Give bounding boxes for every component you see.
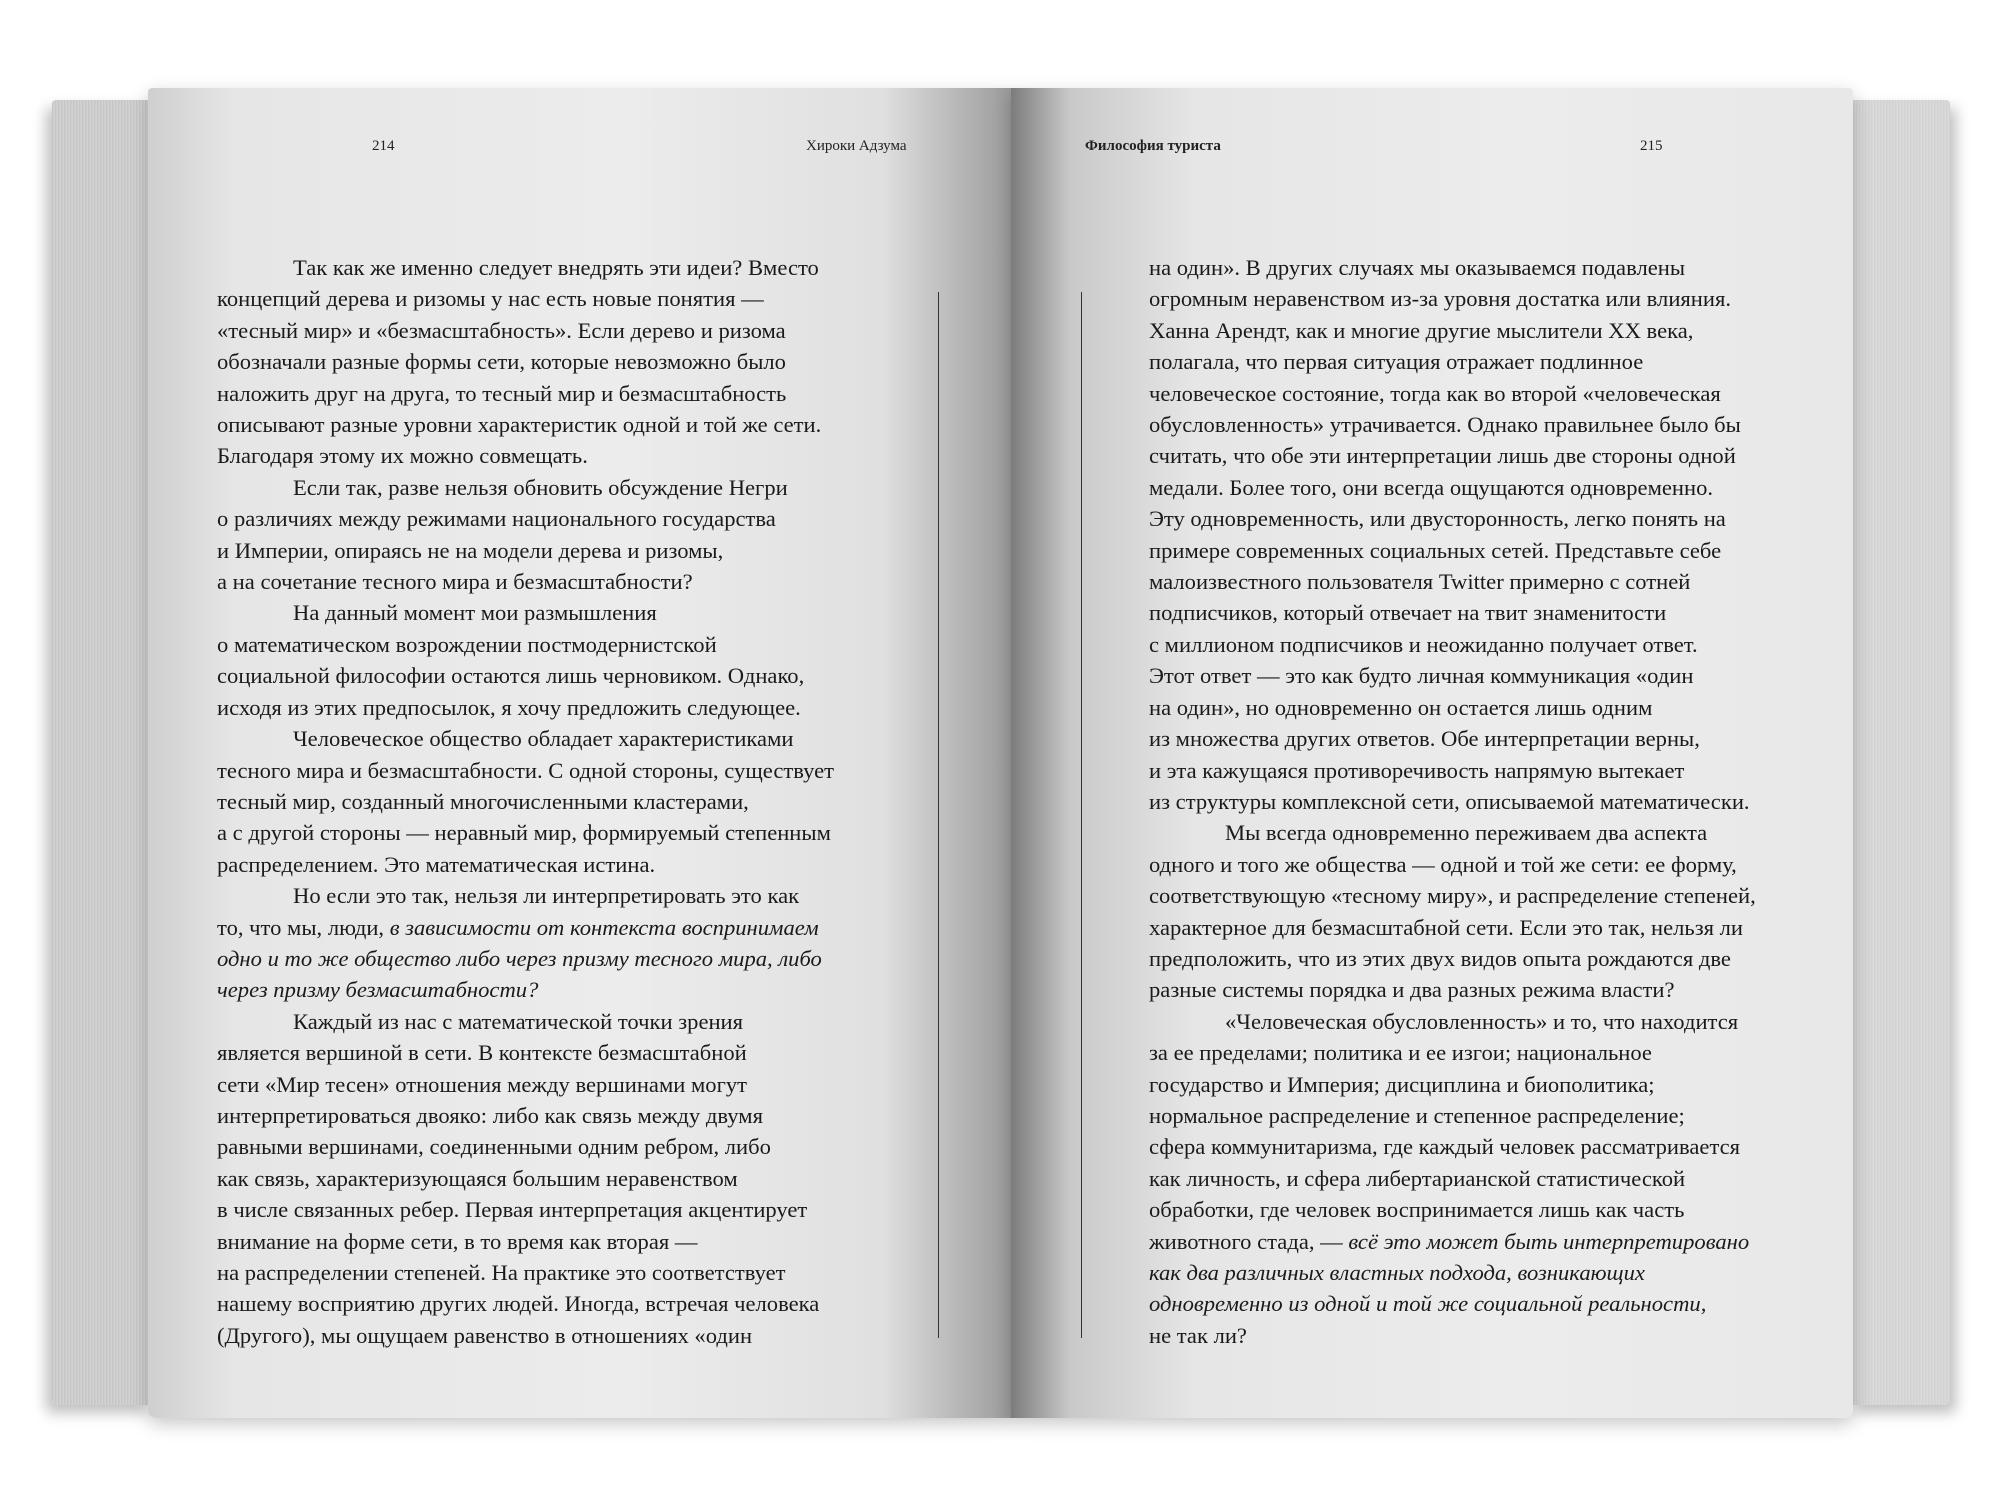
text-line xyxy=(1149,755,1756,786)
line-text: а с другой стороны — неравный мир, формируемый степенным xyxy=(217,820,831,846)
line-text: «тесный мир» и «безмасштабность». Если дерево и ризома xyxy=(217,317,786,343)
line-text: а на сочетание тесного мира и безмасштабности? xyxy=(217,569,693,595)
text-line xyxy=(1149,1320,1756,1351)
line-text: характерное для безмасштабной сети. Если это так, нельзя ли xyxy=(1149,914,1744,940)
right-page xyxy=(1011,88,1853,1418)
left-running-head: Хироки Адзума xyxy=(806,138,907,154)
line-text: за ее пределами; политика и ее изгои; национальное xyxy=(1149,1040,1652,1066)
line-text: концепций дерева и ризомы у нас есть новые понятия — xyxy=(217,286,764,312)
text-line xyxy=(1149,1194,1756,1225)
line-text: социальной философии остаются лишь черновиком. Однако, xyxy=(217,663,805,689)
line-text: (Другого), мы ощущаем равенство в отношениях «один xyxy=(217,1322,753,1348)
left-margin-rule xyxy=(938,292,939,1338)
text-line xyxy=(217,1257,834,1288)
line-text: Каждый из нас с математической точки зрения xyxy=(293,1008,744,1034)
page-stack-right xyxy=(1850,100,1950,1405)
text-line xyxy=(217,1131,834,1162)
text-line xyxy=(217,409,834,440)
line-text: примере современных социальных сетей. Представьте себе xyxy=(1149,537,1722,563)
line-text: Эту одновременность, или двусторонность, легко понять на xyxy=(1149,506,1726,532)
line-text: предположить, что из этих двух видов опыта рождаются две xyxy=(1149,945,1731,971)
text-line xyxy=(1149,1100,1756,1131)
text-line xyxy=(1149,472,1756,503)
text-line xyxy=(217,629,834,660)
text-line xyxy=(1149,1069,1756,1100)
text-line xyxy=(217,880,834,911)
text-line xyxy=(1149,566,1756,597)
text-line xyxy=(217,597,834,628)
line-text: описывают разные уровни характеристик одной и той же сети. xyxy=(217,412,822,438)
text-line xyxy=(1149,912,1756,943)
line-text: Этот ответ — это как будто личная коммуникация «один xyxy=(1149,663,1694,689)
text-line xyxy=(1149,629,1756,660)
line-text: то, что мы, люди, xyxy=(217,914,390,940)
line-text: в числе связанных ребер. Первая интерпретация акцентирует xyxy=(217,1197,808,1223)
line-text: не так ли? xyxy=(1149,1322,1247,1348)
text-line xyxy=(217,503,834,534)
text-line xyxy=(217,472,834,503)
right-running-head: Философия туриста xyxy=(1085,138,1221,154)
italic-text: в зависимости от контекста воспринимаем xyxy=(389,914,819,940)
text-line xyxy=(1149,723,1756,754)
line-text: обработки, где человек воспринимается лишь как часть xyxy=(1149,1197,1685,1223)
line-text: Ханна Арендт, как и многие другие мыслители XX века, xyxy=(1149,317,1694,343)
line-text: как личность, и сфера либертарианской статистической xyxy=(1149,1165,1686,1191)
line-text: Если так, разве нельзя обновить обсуждение Негри xyxy=(293,474,788,500)
text-line xyxy=(217,692,834,723)
line-text: огромным неравенством из-за уровня достатка или влияния. xyxy=(1149,286,1732,312)
line-text: тесный мир, созданный многочисленными кластерами, xyxy=(217,788,749,814)
line-text: из структуры комплексной сети, описываемой математически. xyxy=(1149,788,1750,814)
text-line xyxy=(217,346,834,377)
line-text: и Империи, опираясь не на модели дерева и ризомы, xyxy=(217,537,724,563)
text-line xyxy=(217,378,834,409)
text-line xyxy=(217,440,834,471)
left-page-body xyxy=(217,252,834,1351)
line-text: «Человеческая обусловленность» и то, что находится xyxy=(1225,1008,1739,1034)
line-text: на распределении степеней. На практике это соответствует xyxy=(217,1260,786,1285)
line-text: нормальное распределение и степенное распределение; xyxy=(1149,1102,1685,1128)
line-text: на один». В других случаях мы оказываемся подавлены xyxy=(1149,255,1686,280)
line-text: распределением. Это математическая истина. xyxy=(217,851,656,877)
line-text: сети «Мир тесен» отношения между вершинами могут xyxy=(217,1071,748,1097)
text-line xyxy=(217,1226,834,1257)
text-line xyxy=(1149,346,1756,377)
line-text: государство и Империя; дисциплина и биополитика; xyxy=(1149,1071,1655,1097)
italic-text: как два различных властных подхода, возникающих xyxy=(1149,1260,1645,1285)
text-line xyxy=(1149,503,1756,534)
line-text: считать, что обе эти интерпретации лишь две стороны одной xyxy=(1149,443,1736,469)
text-line xyxy=(217,1006,834,1037)
text-line xyxy=(217,535,834,566)
text-line xyxy=(1149,597,1756,628)
text-line xyxy=(217,755,834,786)
line-text: о математическом возрождении постмодернистской xyxy=(217,631,717,657)
text-line xyxy=(1149,378,1756,409)
italic-text: одно и то же общество либо через призму тесного мира, либо xyxy=(217,945,822,971)
text-line xyxy=(1149,974,1756,1005)
text-line xyxy=(217,1320,834,1351)
text-line xyxy=(217,1163,834,1194)
line-text: подписчиков, который отвечает на твит знаменитости xyxy=(1149,600,1667,626)
text-line xyxy=(1149,692,1756,723)
line-text: равными вершинами, соединенными одним ребром, либо xyxy=(217,1134,771,1160)
text-line xyxy=(1149,409,1756,440)
text-line xyxy=(217,1100,834,1131)
line-text: с миллионом подписчиков и неожиданно получает ответ. xyxy=(1149,631,1698,657)
right-margin-rule xyxy=(1081,292,1082,1338)
text-line xyxy=(1149,880,1756,911)
text-line xyxy=(217,974,834,1005)
text-line xyxy=(217,1037,834,1068)
line-text: о различиях между режимами национального государства xyxy=(217,506,776,532)
line-text: соответствующую «тесному миру», и распределение степеней, xyxy=(1149,883,1756,909)
text-line xyxy=(1149,660,1756,691)
line-text: на один», но одновременно он остается лишь одним xyxy=(1149,694,1653,720)
line-text: тесного мира и безмасштабности. С одной стороны, существует xyxy=(217,757,835,783)
line-text: и эта кажущаяся противоречивость напрямую вытекает xyxy=(1149,757,1685,783)
right-page-body xyxy=(1149,252,1756,1351)
text-line xyxy=(217,1288,834,1319)
line-text: Но если это так, нельзя ли интерпретировать это как xyxy=(293,883,800,909)
line-text: Так как же именно следует внедрять эти идеи? Вместо xyxy=(293,255,819,280)
line-text: человеческое состояние, тогда как во второй «человеческая xyxy=(1149,380,1721,406)
text-line xyxy=(217,817,834,848)
text-line xyxy=(1149,786,1756,817)
line-text: из множества других ответов. Обе интерпретации верны, xyxy=(1149,726,1700,752)
text-line xyxy=(1149,315,1756,346)
text-line xyxy=(1149,849,1756,880)
line-text: Человеческое общество обладает характеристиками xyxy=(293,726,794,752)
left-page-number: 214 xyxy=(372,138,395,154)
line-text: как связь, характеризующаяся большим неравенством xyxy=(217,1165,738,1191)
text-line xyxy=(1149,817,1756,848)
text-line xyxy=(217,252,834,283)
text-line xyxy=(1149,943,1756,974)
text-line xyxy=(217,1069,834,1100)
text-line xyxy=(1149,1037,1756,1068)
text-line xyxy=(217,849,834,880)
text-line xyxy=(1149,1006,1756,1037)
line-text: сфера коммунитаризма, где каждый человек рассматривается xyxy=(1149,1134,1741,1160)
text-line xyxy=(217,723,834,754)
text-line xyxy=(217,912,834,943)
text-line xyxy=(217,315,834,346)
line-text: нашему восприятию других людей. Иногда, встречая человека xyxy=(217,1291,820,1317)
text-line xyxy=(217,943,834,974)
italic-text: одновременно из одной и той же социальной реальности, xyxy=(1149,1291,1707,1317)
line-text: наложить друг на друга, то тесный мир и безмасштабность xyxy=(217,380,787,406)
italic-text: через призму безмасштабности? xyxy=(217,977,539,1003)
text-line xyxy=(217,566,834,597)
text-line xyxy=(1149,535,1756,566)
text-line xyxy=(1149,1163,1756,1194)
page-stack-left xyxy=(52,100,152,1405)
text-line xyxy=(217,786,834,817)
line-text: разные системы порядка и два разных режима власти? xyxy=(1149,977,1675,1003)
text-line xyxy=(217,283,834,314)
line-text: малоизвестного пользователя Twitter примерно с сотней xyxy=(1149,569,1691,595)
line-text: одного и того же общества — одной и той же сети: ее форму, xyxy=(1149,851,1737,877)
text-line xyxy=(1149,252,1756,283)
line-text: обозначали разные формы сети, которые невозможно было xyxy=(217,349,786,375)
line-text: исходя из этих предпосылок, я хочу предложить следующее. xyxy=(217,694,801,720)
line-text: интерпретироваться двояко: либо как связь между двумя xyxy=(217,1102,763,1128)
text-line xyxy=(1149,1226,1756,1257)
text-line xyxy=(1149,1257,1756,1288)
right-page-number: 215 xyxy=(1640,138,1663,154)
line-text: полагала, что первая ситуация отражает подлинное xyxy=(1149,349,1644,375)
text-line xyxy=(1149,440,1756,471)
line-text: На данный момент мои размышления xyxy=(293,600,657,626)
italic-text: всё это может быть интерпретировано xyxy=(1348,1228,1750,1254)
text-line xyxy=(1149,1288,1756,1319)
line-text: Благодаря этому их можно совмещать. xyxy=(217,443,588,469)
line-text: внимание на форме сети, в то время как вторая — xyxy=(217,1228,698,1254)
text-line xyxy=(1149,283,1756,314)
line-text: животного стада, — xyxy=(1149,1228,1349,1254)
text-line xyxy=(217,660,834,691)
left-page xyxy=(148,88,1011,1418)
text-line xyxy=(1149,1131,1756,1162)
line-text: обусловленность» утрачивается. Однако правильнее было бы xyxy=(1149,412,1741,438)
text-line xyxy=(217,1194,834,1225)
line-text: медали. Более того, они всегда ощущаются одновременно. xyxy=(1149,474,1714,500)
line-text: является вершиной в сети. В контексте безмасштабной xyxy=(217,1040,747,1066)
line-text: Мы всегда одновременно переживаем два аспекта xyxy=(1225,820,1708,846)
